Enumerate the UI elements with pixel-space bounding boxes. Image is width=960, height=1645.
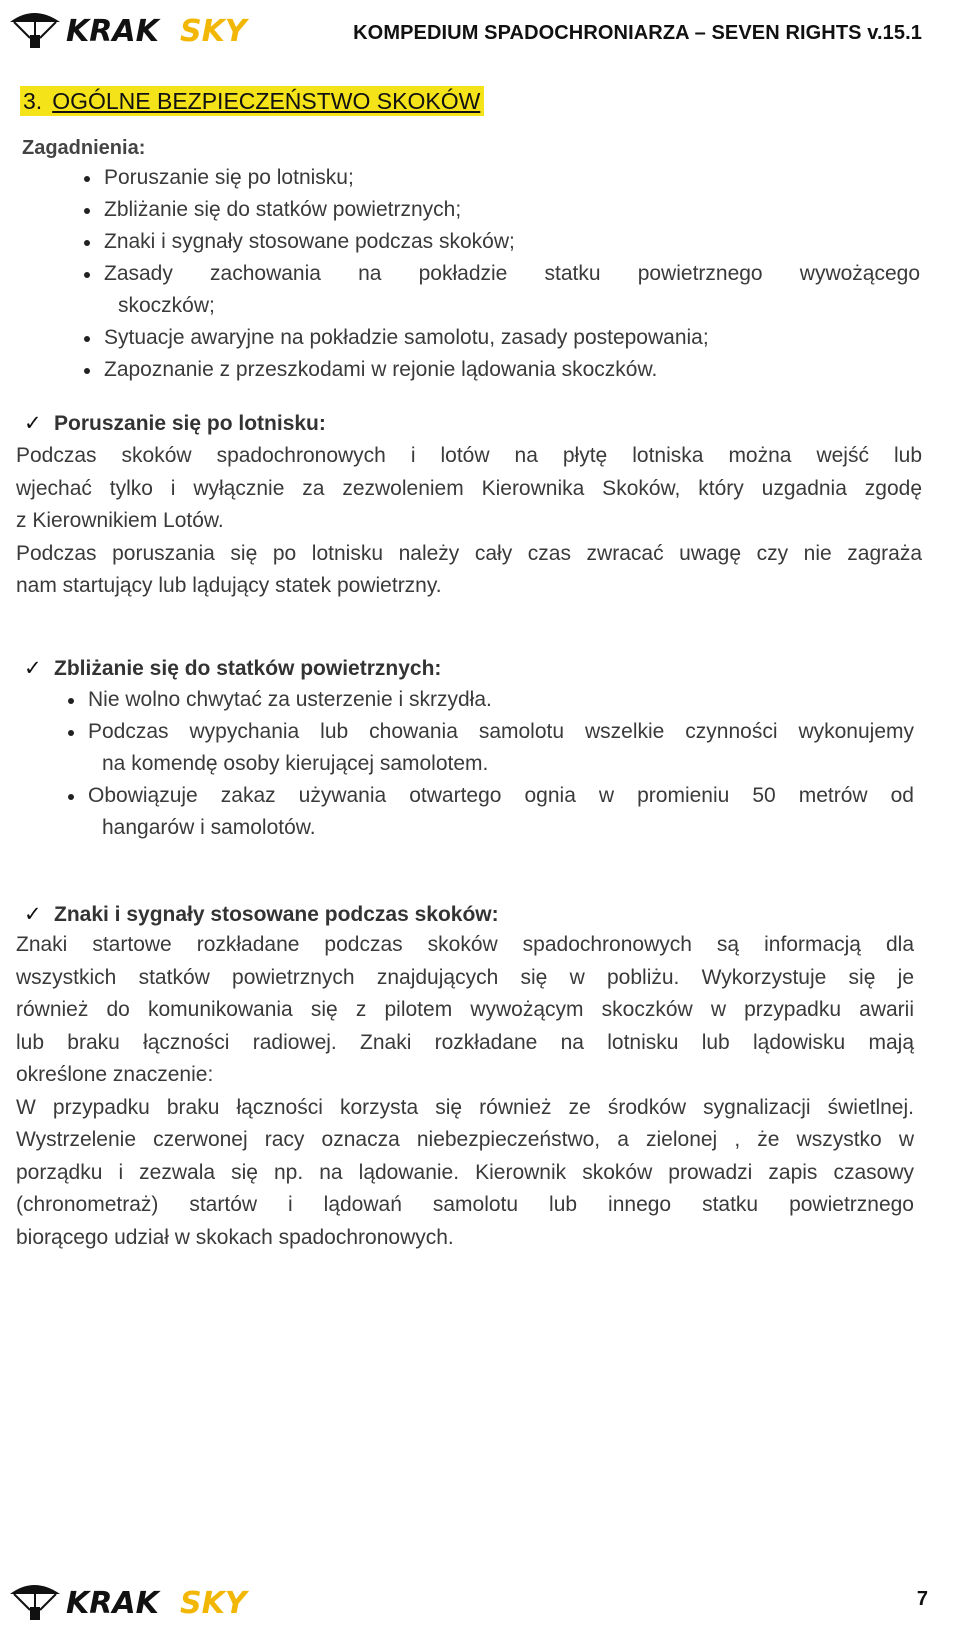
paragraph-airfield [16,440,922,603]
list-item: Znaki i sygnały stosowane podczas skoków; [104,226,920,258]
list-item: Zbliżanie się do statków powietrznych; [104,194,920,226]
list-item-continuation: skoczków; [118,294,215,317]
bullet-dot-icon [68,730,74,736]
text-line: porządku i zezwala się np. na lądowanie. Kierownik skoków prowadzi zapis czasowy [16,1160,914,1184]
logo-text-sky: SKY [180,14,247,49]
text-line: biorącego udział w skokach spadochronowych. [16,1225,454,1249]
paragraph-signals [16,929,914,1254]
checkmark-icon: ✓ [24,903,42,926]
aircraft-list [88,684,914,844]
bullet-dot-icon [68,794,74,800]
svg-text:KRAK: KRAK [66,1586,159,1621]
text-line: również do komunikowania się z pilotem wywożącym skoczków w przypadku awarii [16,998,914,1021]
text-line: lub braku łączności radiowej. Znaki rozkładane na lotnisku lub lądowisku mają [16,1030,914,1054]
topics-list [104,162,920,386]
section-heading [20,86,484,116]
list-item: Sytuacje awaryjne na pokładzie samolotu, zasady postepowania; [104,322,920,354]
text-line: określone znaczenie: [16,1063,214,1086]
bullet-dot-icon [84,240,90,246]
list-item: Poruszanie się po lotnisku; [104,162,920,194]
bullet-dot-icon [84,176,90,182]
bullet-dot-icon [84,336,90,342]
list-item: Obowiązuje zakaz używania otwartego ognia w promieniu 50 metrów od [88,780,914,812]
page-number: 7 [916,1588,928,1610]
svg-text:SKY: SKY [180,1586,247,1621]
text-line: Podczas skoków spadochronowych i lotów na płytę lotniska można wejść lub [16,444,922,467]
section-number: 3. [23,88,43,114]
text-line: nam startujący lub lądujący statek powietrzny. [16,574,442,597]
text-line: Znaki startowe rozkładane podczas skoków spadochronowych są informacją dla [16,933,914,956]
list-item: Nie wolno chwytać za usterzenie i skrzydła. [88,684,914,716]
text-line: wjechać tylko i wyłącznie za zezwoleniem Kierownika Skoków, który uzgadnia zgodę [16,476,922,500]
page-header [8,6,952,54]
list-item: Zasady zachowania na pokładzie statku powietrznego wywożącego [104,258,920,290]
text-line: wszystkich statków powietrznych znajdujących się w pobliżu. Wykorzystuje się je [16,965,914,989]
bullet-dot-icon [84,368,90,374]
section-title: OGÓLNE BEZPIECZEŃSTWO SKOKÓW [52,88,481,114]
list-item: Zapoznanie z przeszkodami w rejonie lądowania skoczków. [104,354,920,386]
list-item-continuation: na komendę osoby kierującej samolotem. [102,752,489,775]
checkmark-icon: ✓ [24,412,42,435]
subsection-heading-aircraft: ✓ Zbliżanie się do statków powietrznych: [24,657,442,680]
subsection-heading-airfield: ✓ Poruszanie się po lotnisku: [24,412,326,435]
bullet-dot-icon [68,698,74,704]
bullet-dot-icon [84,272,90,278]
checkmark-icon: ✓ [24,657,42,680]
text-line: (chronometraż) startów i lądowań samolotu lub innego statku powietrznego [16,1193,914,1216]
logo-text-krak: KRAK [66,14,159,49]
text-line: Podczas poruszania się po lotnisku należy cały czas zwracać uwagę czy nie zagraża [16,541,922,565]
document-title: KOMPEDIUM SPADOCHRONIARZA – SEVEN RIGHTS v.15.1 [353,22,922,44]
text-line: W przypadku braku łączności korzysta się również ze środków sygnalizacji świetlnej. [16,1095,914,1119]
topics-label: Zagadnienia: [22,137,146,159]
text-line: z Kierownikiem Lotów. [16,509,224,532]
bullet-dot-icon [84,208,90,214]
list-item: Podczas wypychania lub chowania samolotu wszelkie czynności wykonujemy [88,716,914,748]
list-item-continuation: hangarów i samolotów. [102,816,316,839]
footer-kraksky-logo [8,1578,298,1622]
subsection-heading-signals: ✓ Znaki i sygnały stosowane podczas skoków: [24,903,499,926]
text-line: Wystrzelenie czerwonej racy oznacza niebezpieczeństwo, a zielonej , że wszystko w [16,1128,914,1151]
kraksky-logo [8,6,298,50]
